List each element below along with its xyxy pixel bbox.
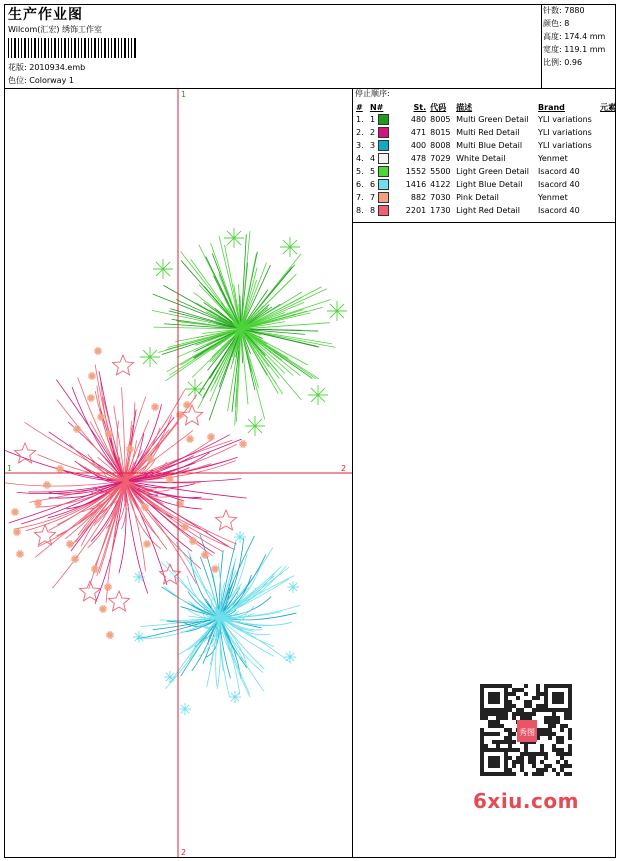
row-description: Multi Red Detail [456, 128, 520, 137]
col-desc: 描述 [456, 102, 473, 112]
row-description: Light Blue Detail [456, 180, 523, 189]
spec-width: 宽度: 119.1 mm [543, 45, 606, 54]
row-brand: YLI variations [538, 141, 592, 150]
row-needle: 3 [368, 139, 404, 152]
color-swatch [378, 114, 389, 125]
legend-title: 停止顺序: [355, 89, 390, 98]
design-file-label: 花版: [8, 63, 27, 72]
axis-label-right: 2 [341, 464, 347, 473]
row-stitches: 400 [410, 141, 427, 150]
row-needle: 1 [368, 113, 404, 126]
axis-label-bottom: 2 [181, 848, 187, 857]
row-index: 6. [356, 180, 364, 189]
row-index: 8. [356, 206, 364, 215]
row-code: 8005 [430, 115, 451, 124]
colorway-row [8, 76, 74, 86]
colorway-name: Colorway 1 [29, 76, 74, 85]
row-element [598, 139, 620, 152]
color-swatch [378, 127, 389, 138]
col-element: 元素 [599, 102, 616, 112]
row-description: Light Red Detail [456, 206, 520, 215]
svg-text:秀图: 秀图 [519, 728, 535, 737]
design-file-name: 2010934.emb [29, 63, 86, 72]
row-brand: Yenmet [538, 154, 568, 163]
row-needle: 8 [368, 204, 404, 217]
legend-row [354, 165, 620, 178]
col-index: # [356, 102, 363, 112]
qr-code [470, 680, 582, 780]
spec-scale: 比例: 0.96 [543, 58, 583, 67]
row-index: 5. [356, 167, 364, 176]
row-element [598, 191, 620, 204]
row-index: 3. [356, 141, 364, 150]
row-brand: Isacord 40 [538, 180, 580, 189]
row-stitches: 1416 [405, 180, 427, 189]
design-file-row [8, 63, 85, 73]
row-code: 7029 [430, 154, 451, 163]
row-brand: Isacord 40 [538, 167, 580, 176]
color-swatch [378, 153, 389, 164]
row-needle: 5 [368, 165, 404, 178]
row-element [598, 152, 620, 165]
color-swatch [378, 140, 389, 151]
legend-bottom-line [352, 222, 616, 223]
row-stitches: 1552 [405, 167, 427, 176]
row-description: Multi Green Detail [456, 115, 529, 124]
row-description: Light Green Detail [456, 167, 529, 176]
row-brand: YLI variations [538, 115, 592, 124]
row-stitches: 471 [410, 128, 427, 137]
row-element [598, 165, 620, 178]
col-needle: N# [369, 102, 384, 112]
page-title: 生产作业图 [8, 7, 83, 23]
row-description: Pink Detail [456, 193, 499, 202]
row-index: 2. [356, 128, 364, 137]
spec-divider [541, 4, 542, 88]
embroidery-preview [5, 89, 352, 857]
legend-row [354, 126, 620, 139]
color-swatch [378, 192, 389, 203]
row-element [598, 113, 620, 126]
legend-row [354, 113, 620, 126]
color-swatch [378, 166, 389, 177]
legend-row [354, 178, 620, 191]
row-brand: YLI variations [538, 128, 592, 137]
row-stitches: 2201 [405, 206, 427, 215]
spec-height: 高度: 174.4 mm [543, 32, 606, 41]
row-brand: Yenmet [538, 193, 568, 202]
row-code: 7030 [430, 193, 451, 202]
row-index: 1. [356, 115, 364, 124]
watermark-text: 6xiu.com [473, 789, 579, 813]
row-stitches: 480 [410, 115, 427, 124]
row-index: 4. [356, 154, 364, 163]
legend-row [354, 139, 620, 152]
row-description: Multi Blue Detail [456, 141, 523, 150]
row-stitches: 478 [410, 154, 427, 163]
color-swatch [378, 205, 389, 216]
axis-label-top: 1 [181, 90, 187, 99]
row-needle: 7 [368, 191, 404, 204]
company-name: Wilcom(汇宏) 绣饰工作室 [8, 25, 103, 34]
col-brand: Brand [538, 102, 565, 112]
barcode [8, 38, 140, 58]
row-stitches: 882 [410, 193, 427, 202]
row-code: 8008 [430, 141, 451, 150]
row-index: 7. [356, 193, 364, 202]
legend-row [354, 152, 620, 165]
row-code: 1730 [430, 206, 451, 215]
legend-header-row [354, 101, 620, 113]
legend-divider [352, 88, 353, 858]
row-needle: 6 [368, 178, 404, 191]
spec-stitch-count: 针数: 7880 [543, 6, 585, 15]
col-stitches: St. [413, 102, 427, 112]
row-needle: 4 [368, 152, 404, 165]
color-swatch [378, 179, 389, 190]
col-code: 代码 [430, 102, 447, 112]
colorway-label: 色位: [8, 76, 27, 85]
row-description: White Detail [456, 154, 506, 163]
axis-label-left: 1 [7, 464, 13, 473]
row-brand: Isacord 40 [538, 206, 580, 215]
row-needle: 2 [368, 126, 404, 139]
row-element [598, 178, 620, 191]
legend-row [354, 191, 620, 204]
row-code: 4122 [430, 180, 451, 189]
row-code: 8015 [430, 128, 451, 137]
color-legend-table [354, 101, 620, 217]
row-code: 5500 [430, 167, 451, 176]
row-element [598, 126, 620, 139]
row-element [598, 204, 620, 217]
legend-row [354, 204, 620, 217]
spec-color-count: 颜色: 8 [543, 19, 570, 28]
